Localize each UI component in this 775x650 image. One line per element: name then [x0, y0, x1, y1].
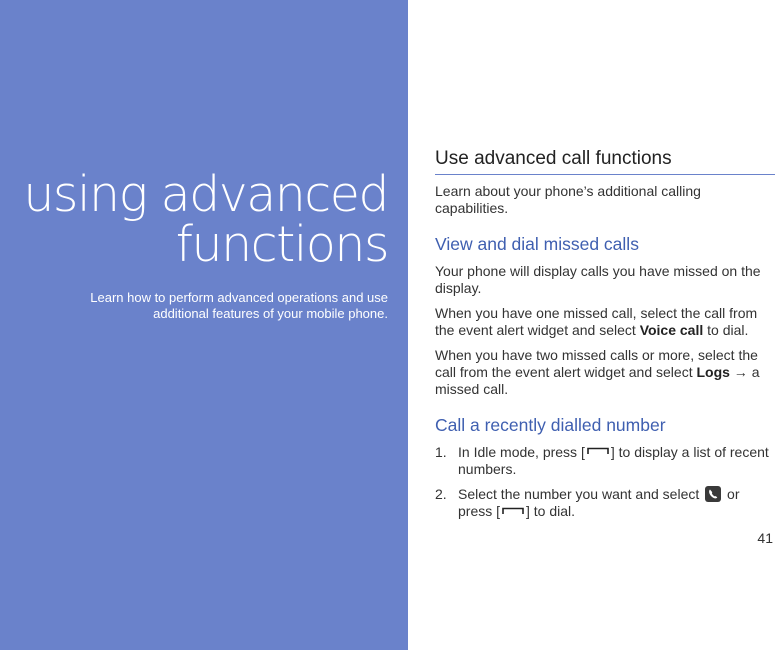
missed-calls-paragraph-1: Your phone will display calls you have missed on the display.	[435, 263, 761, 296]
content-column	[435, 148, 775, 528]
call-key-icon	[502, 507, 524, 515]
p2-text-before: When you have one missed call, select the call from the event alert widget and select	[435, 305, 758, 338]
section-heading: Use advanced call functions	[435, 148, 775, 175]
step1-text-after: ] to display a list of recent numbers.	[458, 444, 769, 477]
missed-calls-heading: View and dial missed calls	[435, 234, 639, 254]
p3-text-after: → a missed call.	[435, 364, 760, 397]
missed-calls-paragraph-3	[435, 347, 775, 398]
step1-text-before: In Idle mode, press [	[458, 444, 585, 460]
list-item	[435, 444, 775, 478]
step2-text-after: ] to dial.	[526, 503, 576, 520]
chapter-title-line1: using advanced	[23, 166, 388, 223]
p3-text-before: When you have two missed calls or more, select the call from the event alert widget and select	[435, 347, 758, 380]
page-number: 41	[757, 530, 773, 546]
missed-calls-paragraph-2	[435, 305, 775, 339]
recent-number-heading: Call a recently dialled number	[435, 415, 666, 435]
p2-text-after: to dial.	[703, 322, 749, 338]
chapter-title	[8, 166, 388, 273]
step2-text-before: Select the number you want and select	[458, 486, 704, 502]
step2-text-mid: or press [	[458, 486, 740, 520]
section-intro: Learn about your phone’s additional calling capabilities.	[435, 183, 701, 216]
phone-handset-icon	[705, 486, 721, 502]
list-item	[435, 486, 775, 520]
call-key-icon	[587, 447, 609, 455]
chapter-subtitle	[8, 290, 388, 322]
chapter-title-line2: functions	[175, 216, 388, 273]
chapter-subtitle-line1: Learn how to perform advanced operations and use	[90, 290, 388, 305]
voice-call-label: Voice call	[639, 322, 704, 338]
steps-list	[435, 444, 775, 520]
logs-label: Logs	[696, 364, 730, 380]
step-number: 2.	[435, 486, 447, 502]
step-number: 1.	[435, 444, 447, 460]
chapter-subtitle-line2: additional features of your mobile phone.	[153, 306, 388, 321]
